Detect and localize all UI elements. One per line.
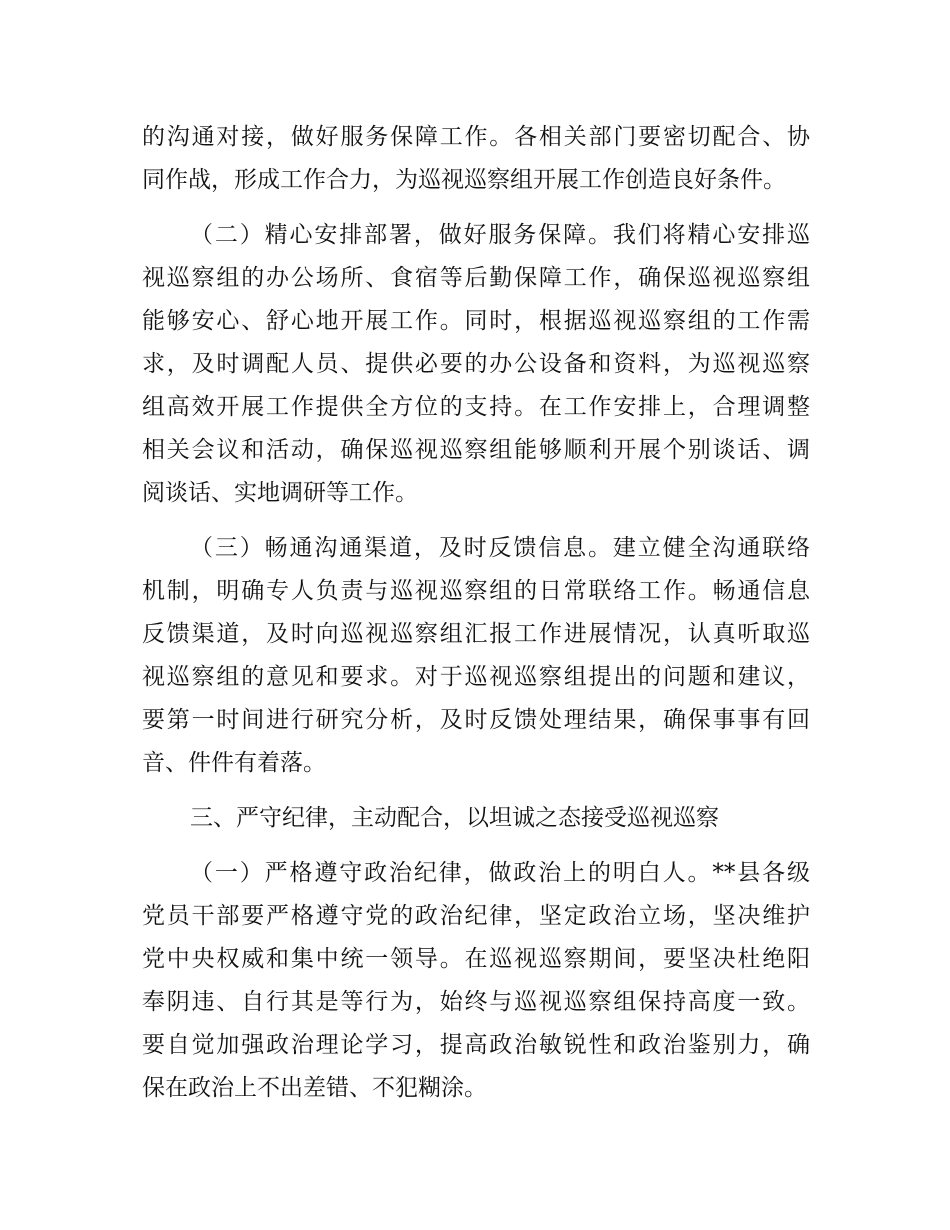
paragraph [142, 527, 810, 785]
document-body [142, 116, 810, 1122]
text-line: 视巡察组的办公场所、食宿等后勤保障工作，确保巡视巡察组 [142, 265, 810, 291]
text-line: 党员干部要严格遵守党的政治纪律，坚定政治立场，坚决维护 [142, 903, 810, 929]
text-line: 三、严守纪律，主动配合，以坦诚之态接受巡视巡察 [190, 805, 719, 831]
text-line: 要第一时间进行研究分析，及时反馈处理结果，确保事事有回 [142, 707, 810, 733]
paragraph [142, 852, 810, 1110]
text-line: 要自觉加强政治理论学习，提高政治敏锐性和政治鉴别力，确 [142, 1032, 810, 1058]
text-line: 组高效开展工作提供全方位的支持。在工作安排上，合理调整 [142, 394, 810, 420]
paragraph [142, 116, 810, 202]
text-line: 保在政治上不出差错、不犯糊涂。 [142, 1075, 487, 1101]
text-line: （三）畅通沟通渠道，及时反馈信息。建立健全沟通联络 [190, 535, 810, 561]
text-line: 反馈渠道，及时向巡视巡察组汇报工作进展情况，认真听取巡 [142, 621, 810, 647]
section-heading [142, 797, 810, 840]
text-line: （二）精心安排部署，做好服务保障。我们将精心安排巡 [190, 222, 810, 248]
paragraph [142, 214, 810, 515]
text-line: （一）严格遵守政治纪律，做政治上的明白人。**县各级 [190, 860, 810, 886]
text-line: 相关会议和活动，确保巡视巡察组能够顺利开展个别谈话、调 [142, 437, 810, 463]
text-line: 机制，明确专人负责与巡视巡察组的日常联络工作。畅通信息 [142, 578, 810, 604]
text-line: 同作战，形成工作合力，为巡视巡察组开展工作创造良好条件。 [142, 167, 786, 193]
text-line: 阅谈话、实地调研等工作。 [142, 480, 418, 506]
text-line: 党中央权威和集中统一领导。在巡视巡察期间，要坚决杜绝阳 [142, 946, 810, 972]
text-line: 的沟通对接，做好服务保障工作。各相关部门要密切配合、协 [142, 124, 810, 150]
text-line: 奉阴违、自行其是等行为，始终与巡视巡察组保持高度一致。 [142, 989, 810, 1015]
text-line: 求，及时调配人员、提供必要的办公设备和资料，为巡视巡察 [142, 351, 810, 377]
text-line: 音、件件有着落。 [142, 750, 326, 776]
text-line: 能够安心、舒心地开展工作。同时，根据巡视巡察组的工作需 [142, 308, 810, 334]
text-line: 视巡察组的意见和要求。对于巡视巡察组提出的问题和建议， [142, 664, 810, 690]
